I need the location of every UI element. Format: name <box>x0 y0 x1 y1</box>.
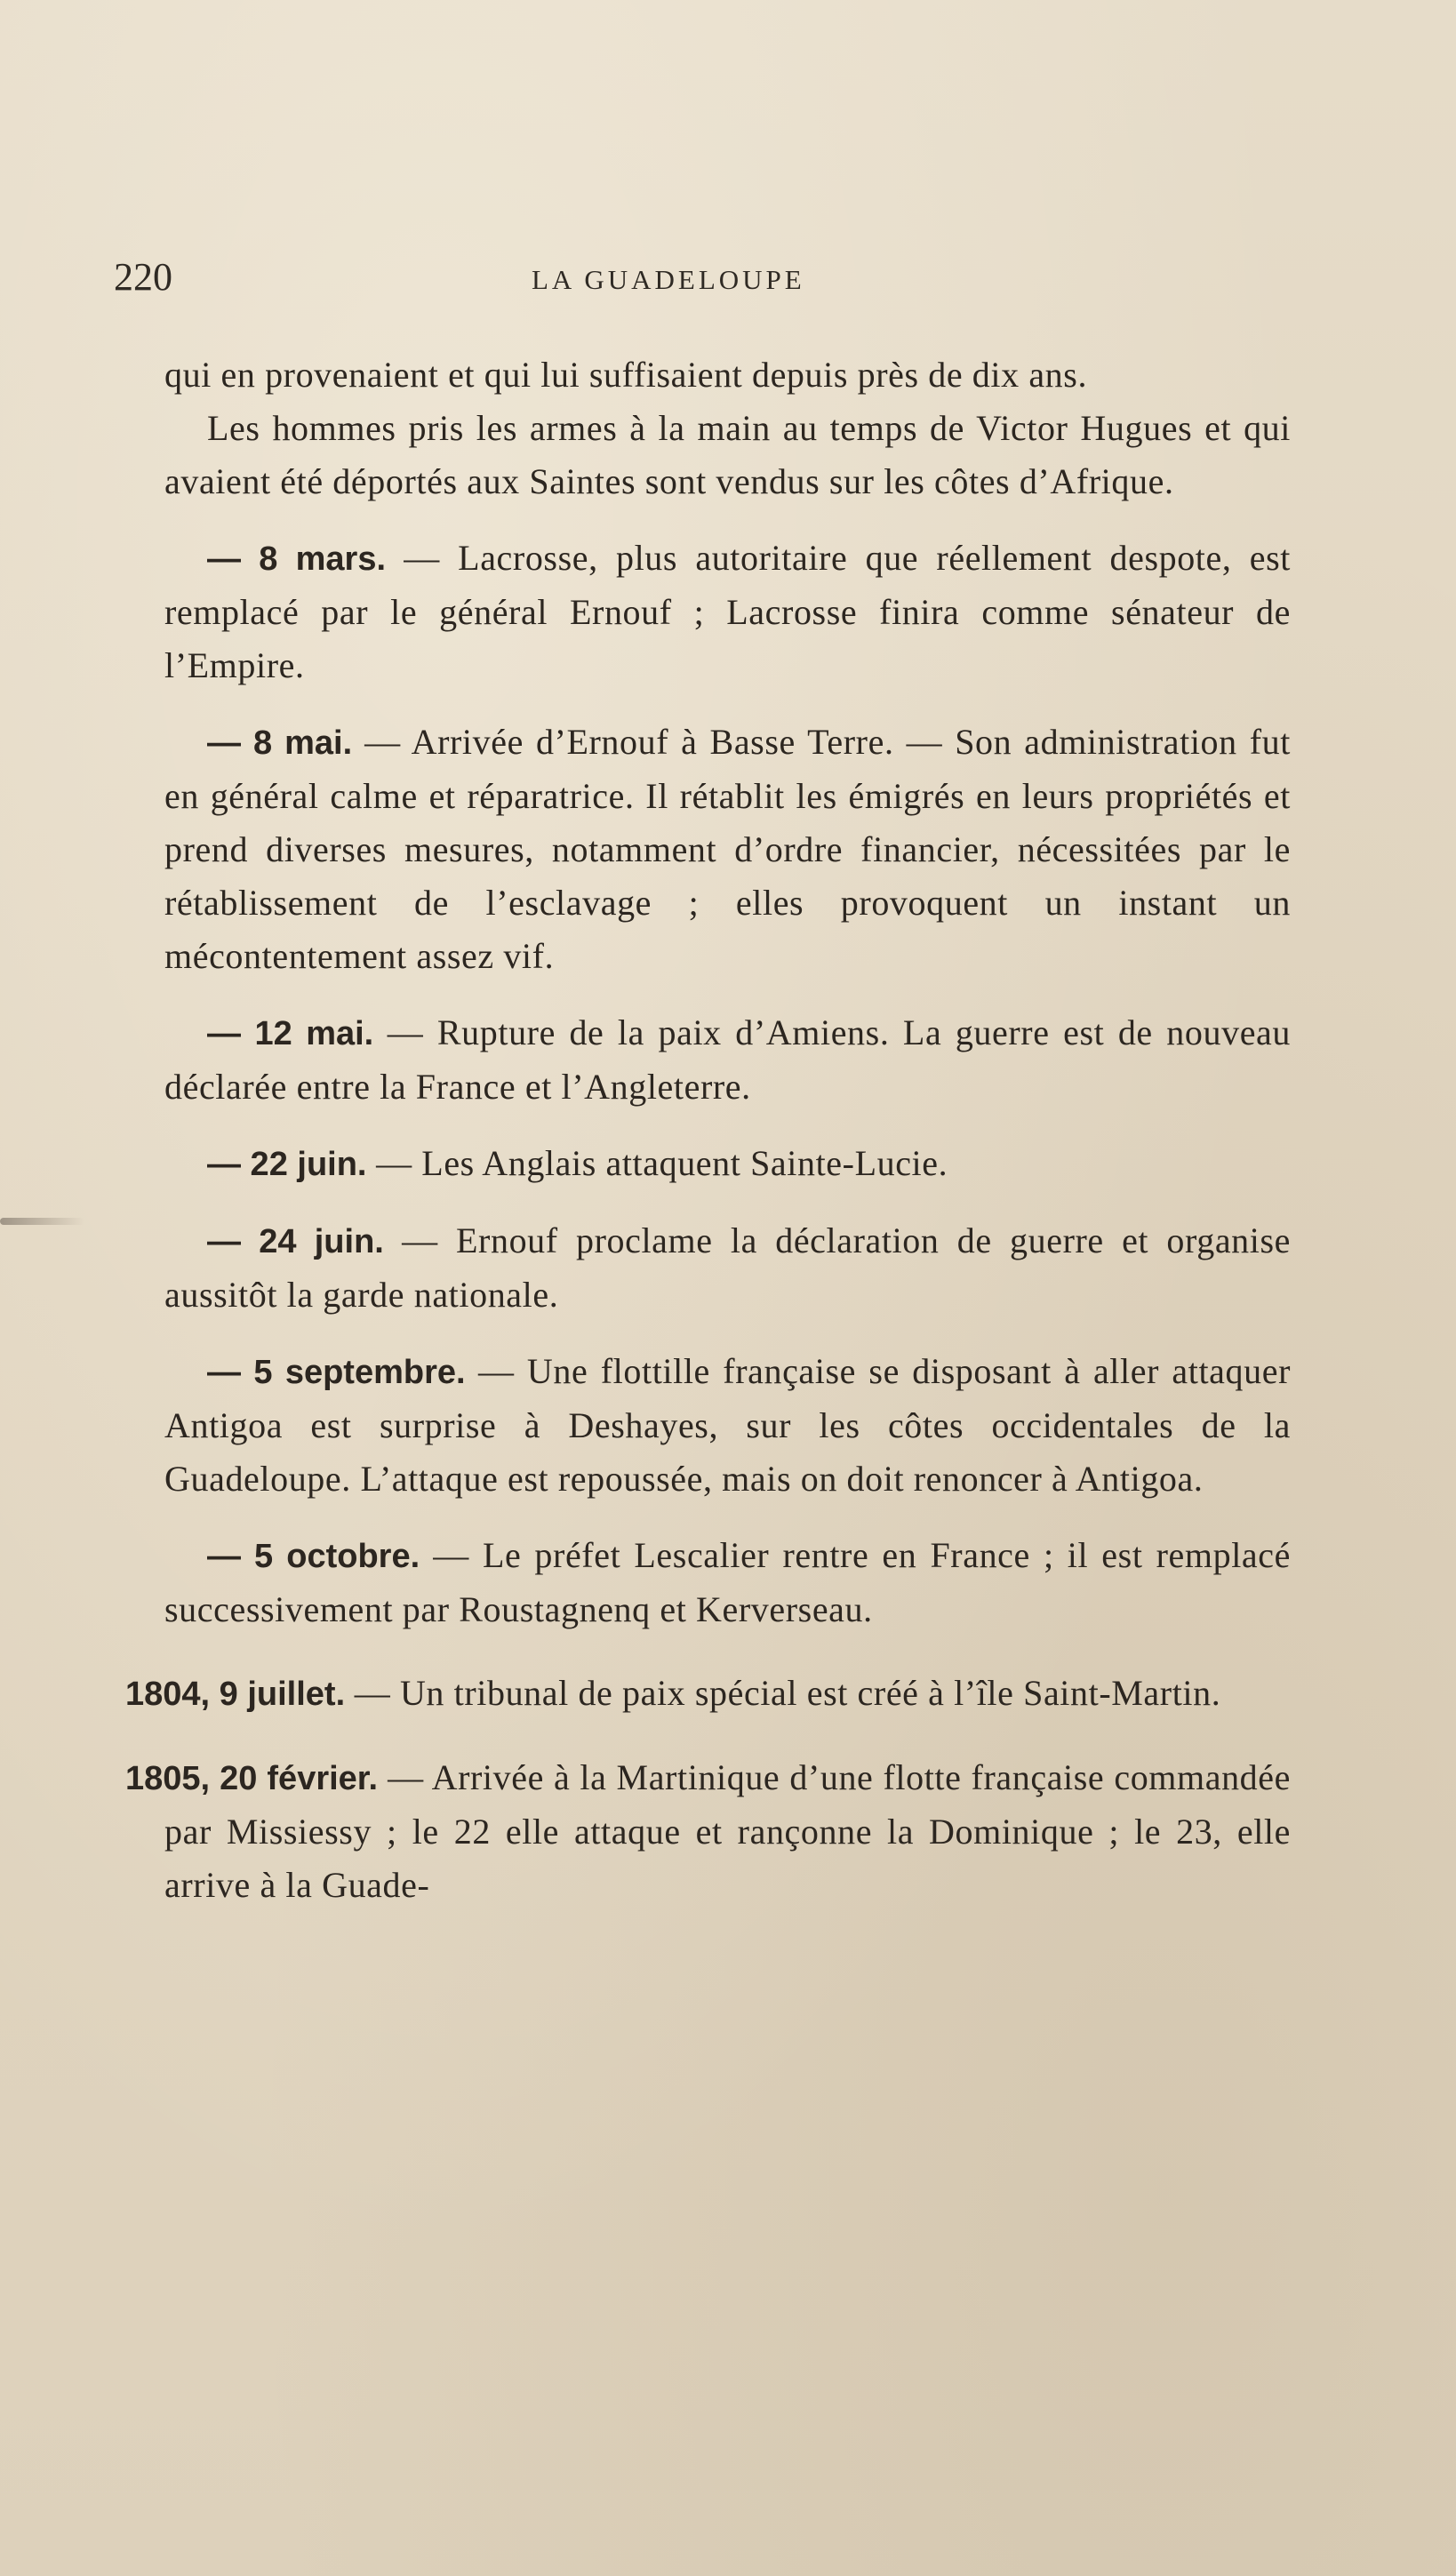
paragraph-text: Les hommes pris les armes à la main au temps de Victor Hugues et qui avaient été déportés aux Saintes sont vendus sur les côtes d’Afrique. <box>164 408 1291 501</box>
entry-date: 1805, 20 février. <box>125 1760 379 1797</box>
entry-text: — Le préfet Lescalier rentre en France ; il est remplacé successivement par Roustagnenq et Kerverseau. <box>164 1535 1291 1629</box>
paragraph <box>164 402 1291 508</box>
entry-text: — Arrivée d’Ernouf à Basse Terre. — Son administration fut en général calme et réparatrice. Il rétablit les émigrés en leurs propriétés et prend diverses mesures, notamment d’ordre financier, nécessitées par le rétablissement de l’esclavage ; elles provoquent un instant un mécontentement assez vif. <box>164 722 1291 976</box>
entry-text: — Rupture de la paix d’Amiens. La guerre est de nouveau déclarée entre la France et l’Angleterre. <box>164 1012 1291 1107</box>
chronology-entry <box>164 532 1291 692</box>
page-smudge <box>0 1218 84 1225</box>
entry-text: — Un tribunal de paix spécial est créé à l’île Saint-Martin. <box>345 1673 1221 1713</box>
entry-date: — 22 juin. <box>207 1146 367 1183</box>
entry-date: 1804, 9 juillet. <box>125 1676 346 1713</box>
chronology-entry <box>164 1006 1291 1114</box>
page-number: 220 <box>114 255 172 299</box>
entry-date: — 8 mai. <box>207 724 353 762</box>
entry-text: — Les Anglais attaquent Sainte-Lucie. <box>366 1143 948 1183</box>
chronology-entry <box>164 1345 1291 1506</box>
entry-date: — 12 mai. <box>207 1015 374 1052</box>
chronology-year-entry <box>125 1751 1291 1912</box>
paragraph-continuation <box>164 348 1291 402</box>
chronology-entry <box>164 716 1291 983</box>
entry-date: — 5 octobre. <box>207 1538 420 1575</box>
running-title: LA GUADELOUPE <box>532 264 805 295</box>
chronology-entry <box>164 1529 1291 1636</box>
entry-date: — 8 mars. <box>207 540 387 578</box>
running-head <box>114 251 1296 304</box>
entry-text: — Ernouf proclame la déclaration de guerre et organise aussitôt la garde nationale. <box>164 1220 1292 1315</box>
body-text <box>125 348 1292 1912</box>
entry-date: — 24 juin. <box>207 1223 384 1260</box>
entry-text: — Arrivée à la Martinique d’une flotte française commandée par Missiessy ; le 22 elle attaque et rançonne la Dominique ; le 23, elle arrive à la Guade- <box>164 1757 1291 1905</box>
chronology-entry <box>164 1137 1291 1191</box>
paragraph-text: qui en provenaient et qui lui suffisaient depuis près de dix ans. <box>164 355 1088 395</box>
chronology-entry <box>164 1214 1291 1322</box>
entry-date: — 5 septembre. <box>207 1354 466 1391</box>
chronology-year-entry <box>125 1667 1291 1721</box>
entry-text: — Une flottille française se disposant à aller attaquer Antigoa est surprise à Deshayes, sur les côtes occidentales de la Guadeloupe. L’attaque est repoussée, mais on doit renoncer à Antigoa. <box>164 1351 1291 1499</box>
entry-text: — Lacrosse, plus autoritaire que réellement despote, est remplacé par le général Ernouf ; Lacrosse finira comme sénateur de l’Empire. <box>164 538 1291 685</box>
